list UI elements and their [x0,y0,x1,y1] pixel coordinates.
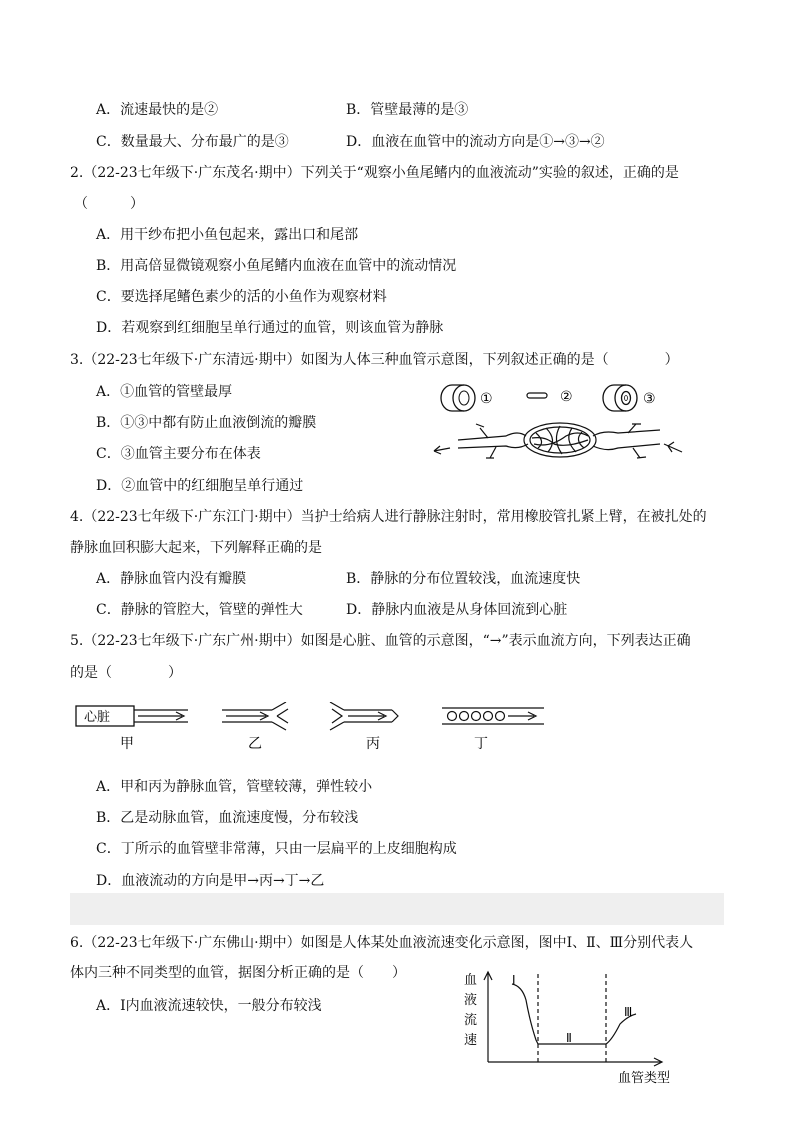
vessel-1-icon [441,385,475,411]
graph-ylabel-1: 血 [464,973,478,988]
vessel-ding-icon [442,708,544,724]
figure-label-bing: 丙 [366,736,380,752]
graph-ylabel-3: 流 [464,1013,478,1028]
q4-stem-line2: 静脉血回积膨大起来，下列解释正确的是 [70,540,322,556]
q2-option-b: B．用高倍显微镜观察小鱼尾鳍内血液在血管中的流动情况 [96,258,457,274]
q3-option-b: B．①③中都有防止血液倒流的瓣膜 [96,415,317,431]
vessel-yi-icon [222,702,288,730]
q5-stem-line1: 5.（22-23七年级下·广东广州·期中）如图是心脏、血管的示意图，“→”表示血流方向，下列表达正确 [70,633,691,649]
vessel-3-icon [603,385,637,411]
q2-option-d: D．若观察到红细胞呈单行通过的血管，则该血管为静脉 [96,320,444,336]
figure-label-2: ② [560,389,573,405]
q5-option-d: D．血液流动的方向是甲→丙→丁→乙 [96,873,325,889]
vessel-2-icon [527,393,547,398]
q1-option-a: A．流速最快的是② [96,102,219,118]
figure-label-1: ① [480,391,493,407]
figure-label-3: ③ [643,391,656,407]
figure-label-yi: 乙 [248,736,262,752]
q5-vessel-figure [72,702,552,754]
graph-region-2: Ⅱ [566,1031,572,1045]
graph-xlabel: 血管类型 [618,1071,671,1086]
q4-option-a: A．静脉血管内没有瓣膜 [96,571,247,587]
q2-option-c: C．要选择尾鳍色素少的活的小鱼作为观察材料 [96,289,387,305]
q2-option-a: A．用干纱布把小鱼包起来，露出口和尾部 [96,227,359,243]
q3-stem: 3.（22-23七年级下·广东清远·期中）如图为人体三种血管示意图，下列叙述正确的是（ ） [70,352,679,368]
q5-option-b: B．乙是动脉血管，血流速度慢，分布较浅 [96,810,359,826]
q1-option-c: C．数量最大、分布最广的是③ [96,134,289,150]
graph-ylabel-4: 速 [464,1033,478,1048]
q2-answer-blank: （ ） [74,196,144,212]
capillary-network-icon [458,423,660,458]
q2-stem: 2.（22-23七年级下·广东茂名·期中）下列关于“观察小鱼尾鳍内的血液流动”实验的叙述，正确的是 [70,165,679,181]
q3-option-c: C．③血管主要分布在体表 [96,446,261,462]
vessel-bing-icon [330,702,398,730]
q6-stem-line2: 体内三种不同类型的血管，据图分析正确的是（ ） [70,965,406,981]
graph-ylabel-2: 液 [464,993,478,1008]
q6-flow-graph [460,966,680,1090]
q6-option-a: A．Ⅰ内血液流速较快，一般分布较浅 [96,998,322,1014]
q4-option-c: C．静脉的管腔大，管壁的弹性大 [96,602,303,618]
q5-stem-line2: 的是（ ） [70,665,182,681]
q1-option-b: B．管壁最薄的是③ [346,102,469,118]
section-separator [70,893,724,925]
figure-label-jia: 甲 [120,736,134,752]
q6-stem-line1: 6.（22-23七年级下·广东佛山·期中）如图是人体某处血液流速变化示意图，图中Ⅰ、Ⅱ、Ⅲ分别代表人 [70,935,694,951]
q4-option-d: D．静脉内血液是从身体回流到心脏 [346,602,568,618]
q3-option-d: D．②血管中的红细胞呈单行通过 [96,478,304,494]
graph-region-3: Ⅲ [624,1005,633,1019]
figure-label-ding: 丁 [474,736,488,752]
q4-stem-line1: 4.（22-23七年级下·广东江门·期中）当护士给病人进行静脉注射时，常用橡胶管扎紧上臂，在被扎处的 [70,509,707,525]
graph-flow-curve [512,984,636,1044]
graph-region-1: Ⅰ [512,973,516,987]
heart-label: 心脏 [84,710,111,725]
q5-option-c: C．丁所示的血管壁非常薄，只由一层扁平的上皮细胞构成 [96,841,457,857]
q4-option-b: B．静脉的分布位置较浅，血流速度快 [346,571,581,587]
q3-vessel-figure [428,378,688,470]
q1-option-d: D．血液在血管中的流动方向是①→③→② [346,134,605,150]
q5-option-a: A．甲和丙为静脉血管，管壁较薄，弹性较小 [96,779,373,795]
q3-option-a: A．①血管的管壁最厚 [96,384,233,400]
